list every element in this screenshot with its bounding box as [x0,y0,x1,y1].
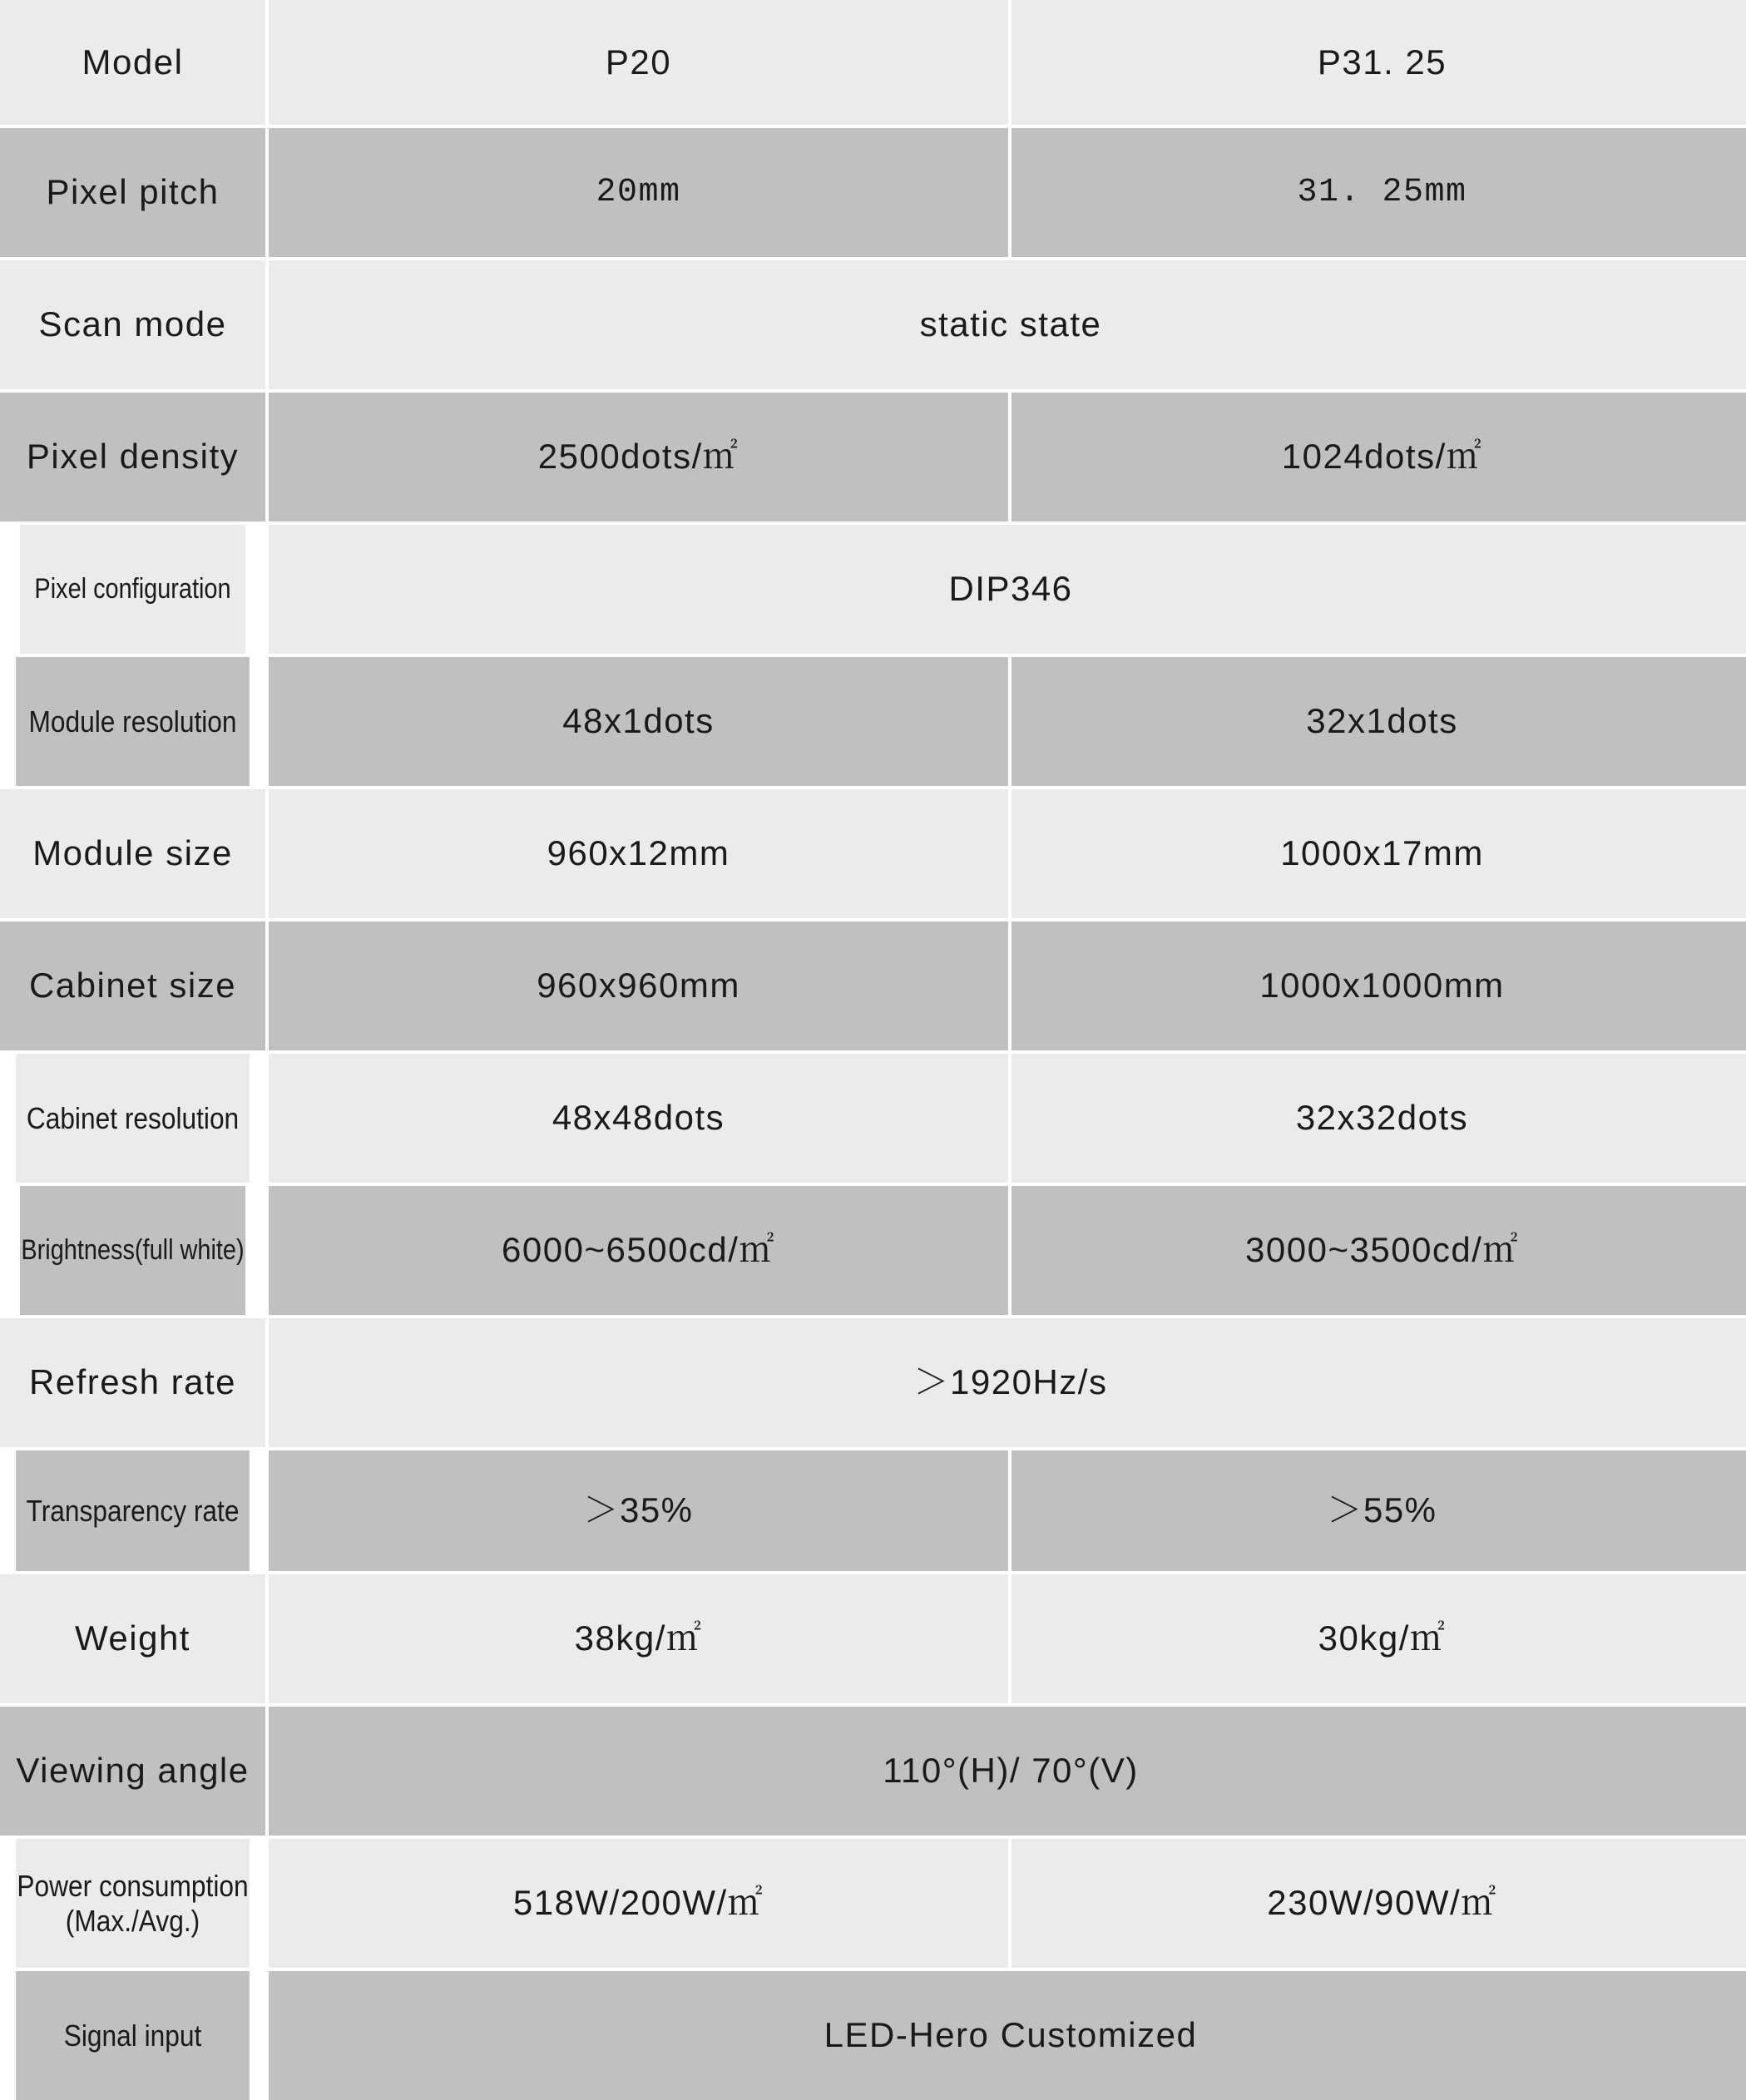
value-p20-model: P20 [269,0,1008,125]
row-label-brightness: Brightness(full white) [20,1186,245,1315]
row-label-weight: Weight [0,1574,265,1703]
row-label-viewing-angle: Viewing angle [0,1707,265,1836]
row-label-transparency-rate: Transparency rate [16,1450,250,1571]
value-p20-pixel-density: 2500dots/㎡ [269,393,1008,521]
value-p31-pixel-density: 1024dots/㎡ [1011,393,1746,521]
value-p31-brightness: 3000~3500cd/㎡ [1011,1186,1746,1315]
value-refresh-rate: ＞1920Hz/s [269,1318,1746,1447]
value-pixel-configuration: DIP346 [269,525,1746,654]
value-p31-power-consumption: 230W/90W/㎡ [1011,1839,1746,1968]
value-viewing-angle: 110°(H)/ 70°(V) [269,1707,1746,1836]
row-label-pixel-configuration: Pixel configuration [20,525,245,654]
value-p20-pixel-pitch: 20mm [269,128,1008,257]
value-p20-weight: 38kg/㎡ [269,1574,1008,1703]
value-p20-cabinet-resolution: 48x48dots [269,1054,1008,1183]
value-p20-module-size: 960x12mm [269,789,1008,918]
row-label-model: Model [0,0,265,125]
row-label-refresh-rate: Refresh rate [0,1318,265,1447]
value-p20-module-resolution: 48x1dots [269,657,1008,786]
row-label-pixel-pitch: Pixel pitch [0,128,265,257]
value-p20-cabinet-size: 960x960mm [269,922,1008,1050]
value-p31-module-size: 1000x17mm [1011,789,1746,918]
value-p31-pixel-pitch: 31. 25mm [1011,128,1746,257]
row-label-scan-mode: Scan mode [0,260,265,389]
value-p31-module-resolution: 32x1dots [1011,657,1746,786]
value-p31-cabinet-resolution: 32x32dots [1011,1054,1746,1183]
value-scan-mode: static state [269,260,1746,389]
value-p20-transparency-rate: ＞35% [269,1450,1008,1571]
row-label-pixel-density: Pixel density [0,393,265,521]
value-p31-transparency-rate: ＞55% [1011,1450,1746,1571]
value-p31-model: P31. 25 [1011,0,1746,125]
value-signal-input: LED-Hero Customized [269,1971,1746,2100]
row-label-module-size: Module size [0,789,265,918]
value-p20-brightness: 6000~6500cd/㎡ [269,1186,1008,1315]
row-label-cabinet-resolution: Cabinet resolution [16,1054,250,1183]
value-p31-weight: 30kg/㎡ [1011,1574,1746,1703]
row-label-module-resolution: Module resolution [16,657,250,786]
value-p20-power-consumption: 518W/200W/㎡ [269,1839,1008,1968]
row-label-cabinet-size: Cabinet size [0,922,265,1050]
value-p31-cabinet-size: 1000x1000mm [1011,922,1746,1050]
row-label-power-consumption: Power consumption (Max./Avg.) [16,1839,250,1968]
row-label-signal-input: Signal input [16,1971,250,2100]
